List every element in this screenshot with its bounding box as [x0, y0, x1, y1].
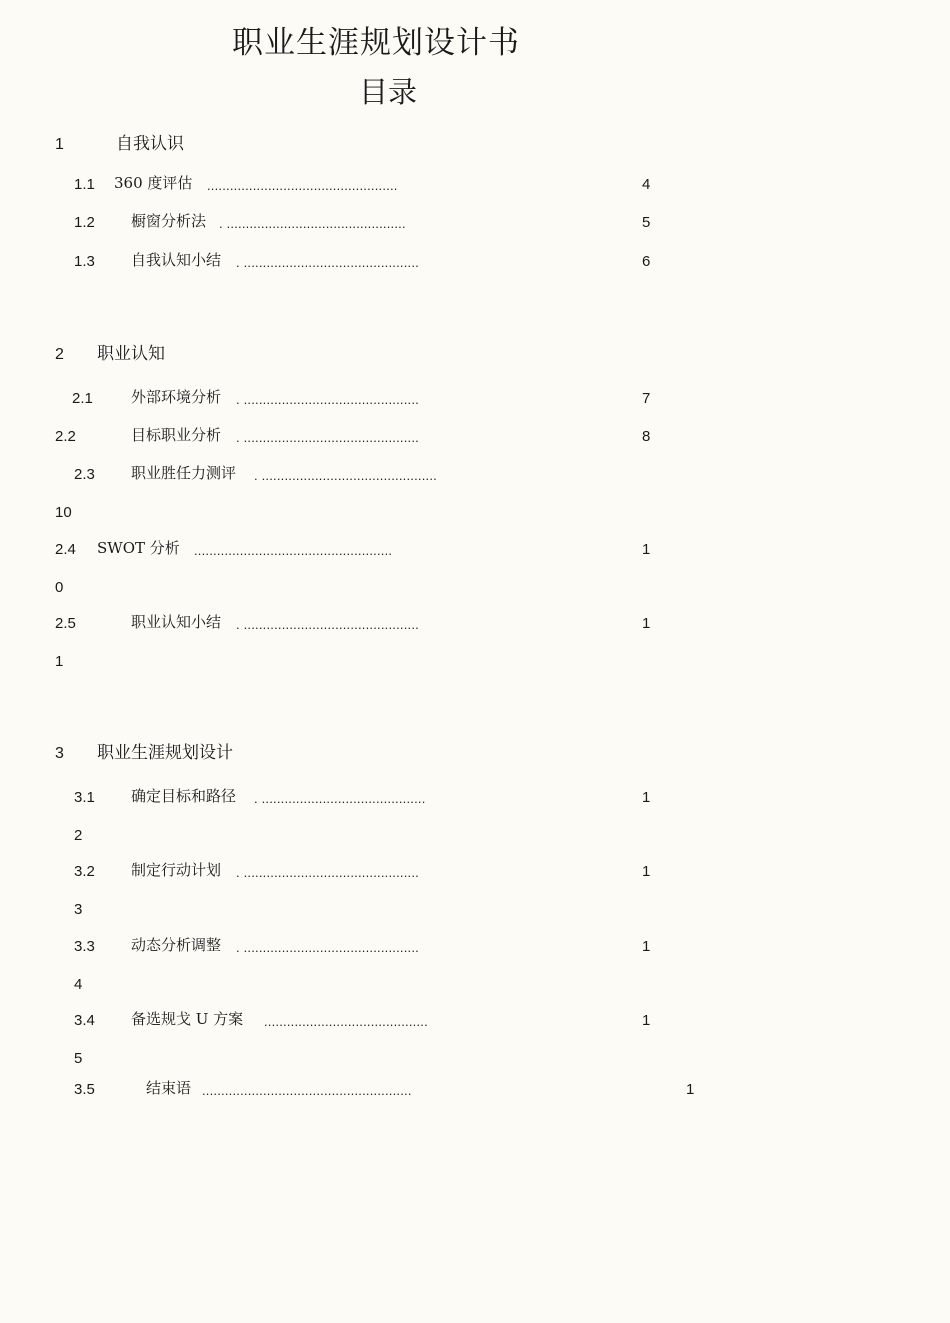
toc-1-2-number: 1.2	[74, 214, 95, 231]
toc-2-1-label[interactable]: 外部环境分析	[131, 388, 222, 406]
toc-2-2-number: 2.2	[55, 428, 76, 445]
toc-3-4-label[interactable]: 备选规戈 U 方案	[131, 1010, 244, 1028]
toc-2-2-label[interactable]: 目标职业分析	[131, 426, 222, 444]
toc-3-3-number: 3.3	[74, 938, 95, 955]
toc-2-5-page-part2: 1	[55, 653, 64, 670]
toc-3-2-number: 3.2	[74, 863, 95, 880]
toc-1-2-leader: . ...............................................	[219, 216, 406, 231]
toc-2-5-page-part1: 1	[642, 615, 651, 632]
toc-1-3-page: 6	[642, 253, 651, 270]
section-3-title: 职业生涯规划设计	[97, 743, 233, 763]
toc-1-3-number: 1.3	[74, 253, 95, 270]
toc-2-3-page: 10	[55, 504, 72, 521]
toc-3-1-label[interactable]: 确定目标和路径	[131, 787, 237, 805]
toc-1-2-label[interactable]: 橱窗分析法	[131, 212, 207, 230]
toc-3-5-leader: .......................................................	[202, 1083, 412, 1098]
toc-3-5-number: 3.5	[74, 1081, 95, 1098]
toc-2-3-number: 2.3	[74, 466, 95, 483]
toc-2-3-leader: . ..............................................	[254, 468, 437, 483]
toc-3-4-page-part1: 1	[642, 1012, 651, 1029]
toc-2-1-leader: . ..............................................	[236, 392, 419, 407]
toc-3-3-page-part2: 4	[74, 976, 83, 993]
toc-1-3-label[interactable]: 自我认知小结	[131, 251, 222, 269]
toc-2-3-label[interactable]: 职业胜任力测评	[131, 464, 237, 482]
section-2-title: 职业认知	[97, 344, 165, 364]
toc-2-4-label[interactable]: SWOT 分析	[97, 539, 180, 557]
toc-2-4-leader: ....................................................	[194, 543, 393, 558]
section-1-title: 自我认识	[116, 134, 184, 154]
toc-2-5-number: 2.5	[55, 615, 76, 632]
toc-heading: 目录	[359, 75, 418, 109]
toc-3-1-leader: . ...........................................	[254, 791, 426, 806]
toc-3-3-label[interactable]: 动态分析调整	[131, 936, 222, 954]
section-2-number: 2	[55, 346, 64, 363]
toc-1-2-page: 5	[642, 214, 651, 231]
toc-2-4-page-part2: 0	[55, 579, 64, 596]
toc-2-1-page: 7	[642, 390, 651, 407]
toc-2-4-page-part1: 1	[642, 541, 651, 558]
toc-2-1-number: 2.1	[72, 390, 93, 407]
toc-3-3-page-part1: 1	[642, 938, 651, 955]
toc-2-4-number: 2.4	[55, 541, 76, 558]
toc-3-2-leader: . ..............................................	[236, 865, 419, 880]
toc-3-4-number: 3.4	[74, 1012, 95, 1029]
toc-1-1-label[interactable]: 360 度评估	[114, 174, 193, 192]
toc-3-1-page-part1: 1	[642, 789, 651, 806]
document-title: 职业生涯规划设计书	[232, 25, 520, 61]
toc-2-5-leader: . ..............................................	[236, 617, 419, 632]
section-3-number: 3	[55, 745, 64, 762]
toc-3-2-label[interactable]: 制定行动计划	[131, 861, 222, 879]
toc-3-4-leader: ...........................................	[264, 1014, 428, 1029]
toc-1-3-leader: . ..............................................	[236, 255, 419, 270]
toc-1-1-page: 4	[642, 176, 651, 193]
section-1-number: 1	[55, 136, 64, 153]
toc-3-4-page-part2: 5	[74, 1050, 83, 1067]
toc-2-5-label[interactable]: 职业认知小结	[131, 613, 222, 631]
toc-1-1-leader: ..................................................	[207, 178, 398, 193]
toc-3-5-label[interactable]: 结束语	[146, 1079, 192, 1097]
toc-3-3-leader: . ..............................................	[236, 940, 419, 955]
toc-3-1-number: 3.1	[74, 789, 95, 806]
toc-2-2-leader: . ..............................................	[236, 430, 419, 445]
toc-3-2-page-part2: 3	[74, 901, 83, 918]
toc-2-2-page: 8	[642, 428, 651, 445]
toc-3-1-page-part2: 2	[74, 827, 83, 844]
toc-1-1-number: 1.1	[74, 176, 95, 193]
toc-3-5-page: 1	[686, 1081, 695, 1098]
toc-3-2-page-part1: 1	[642, 863, 651, 880]
